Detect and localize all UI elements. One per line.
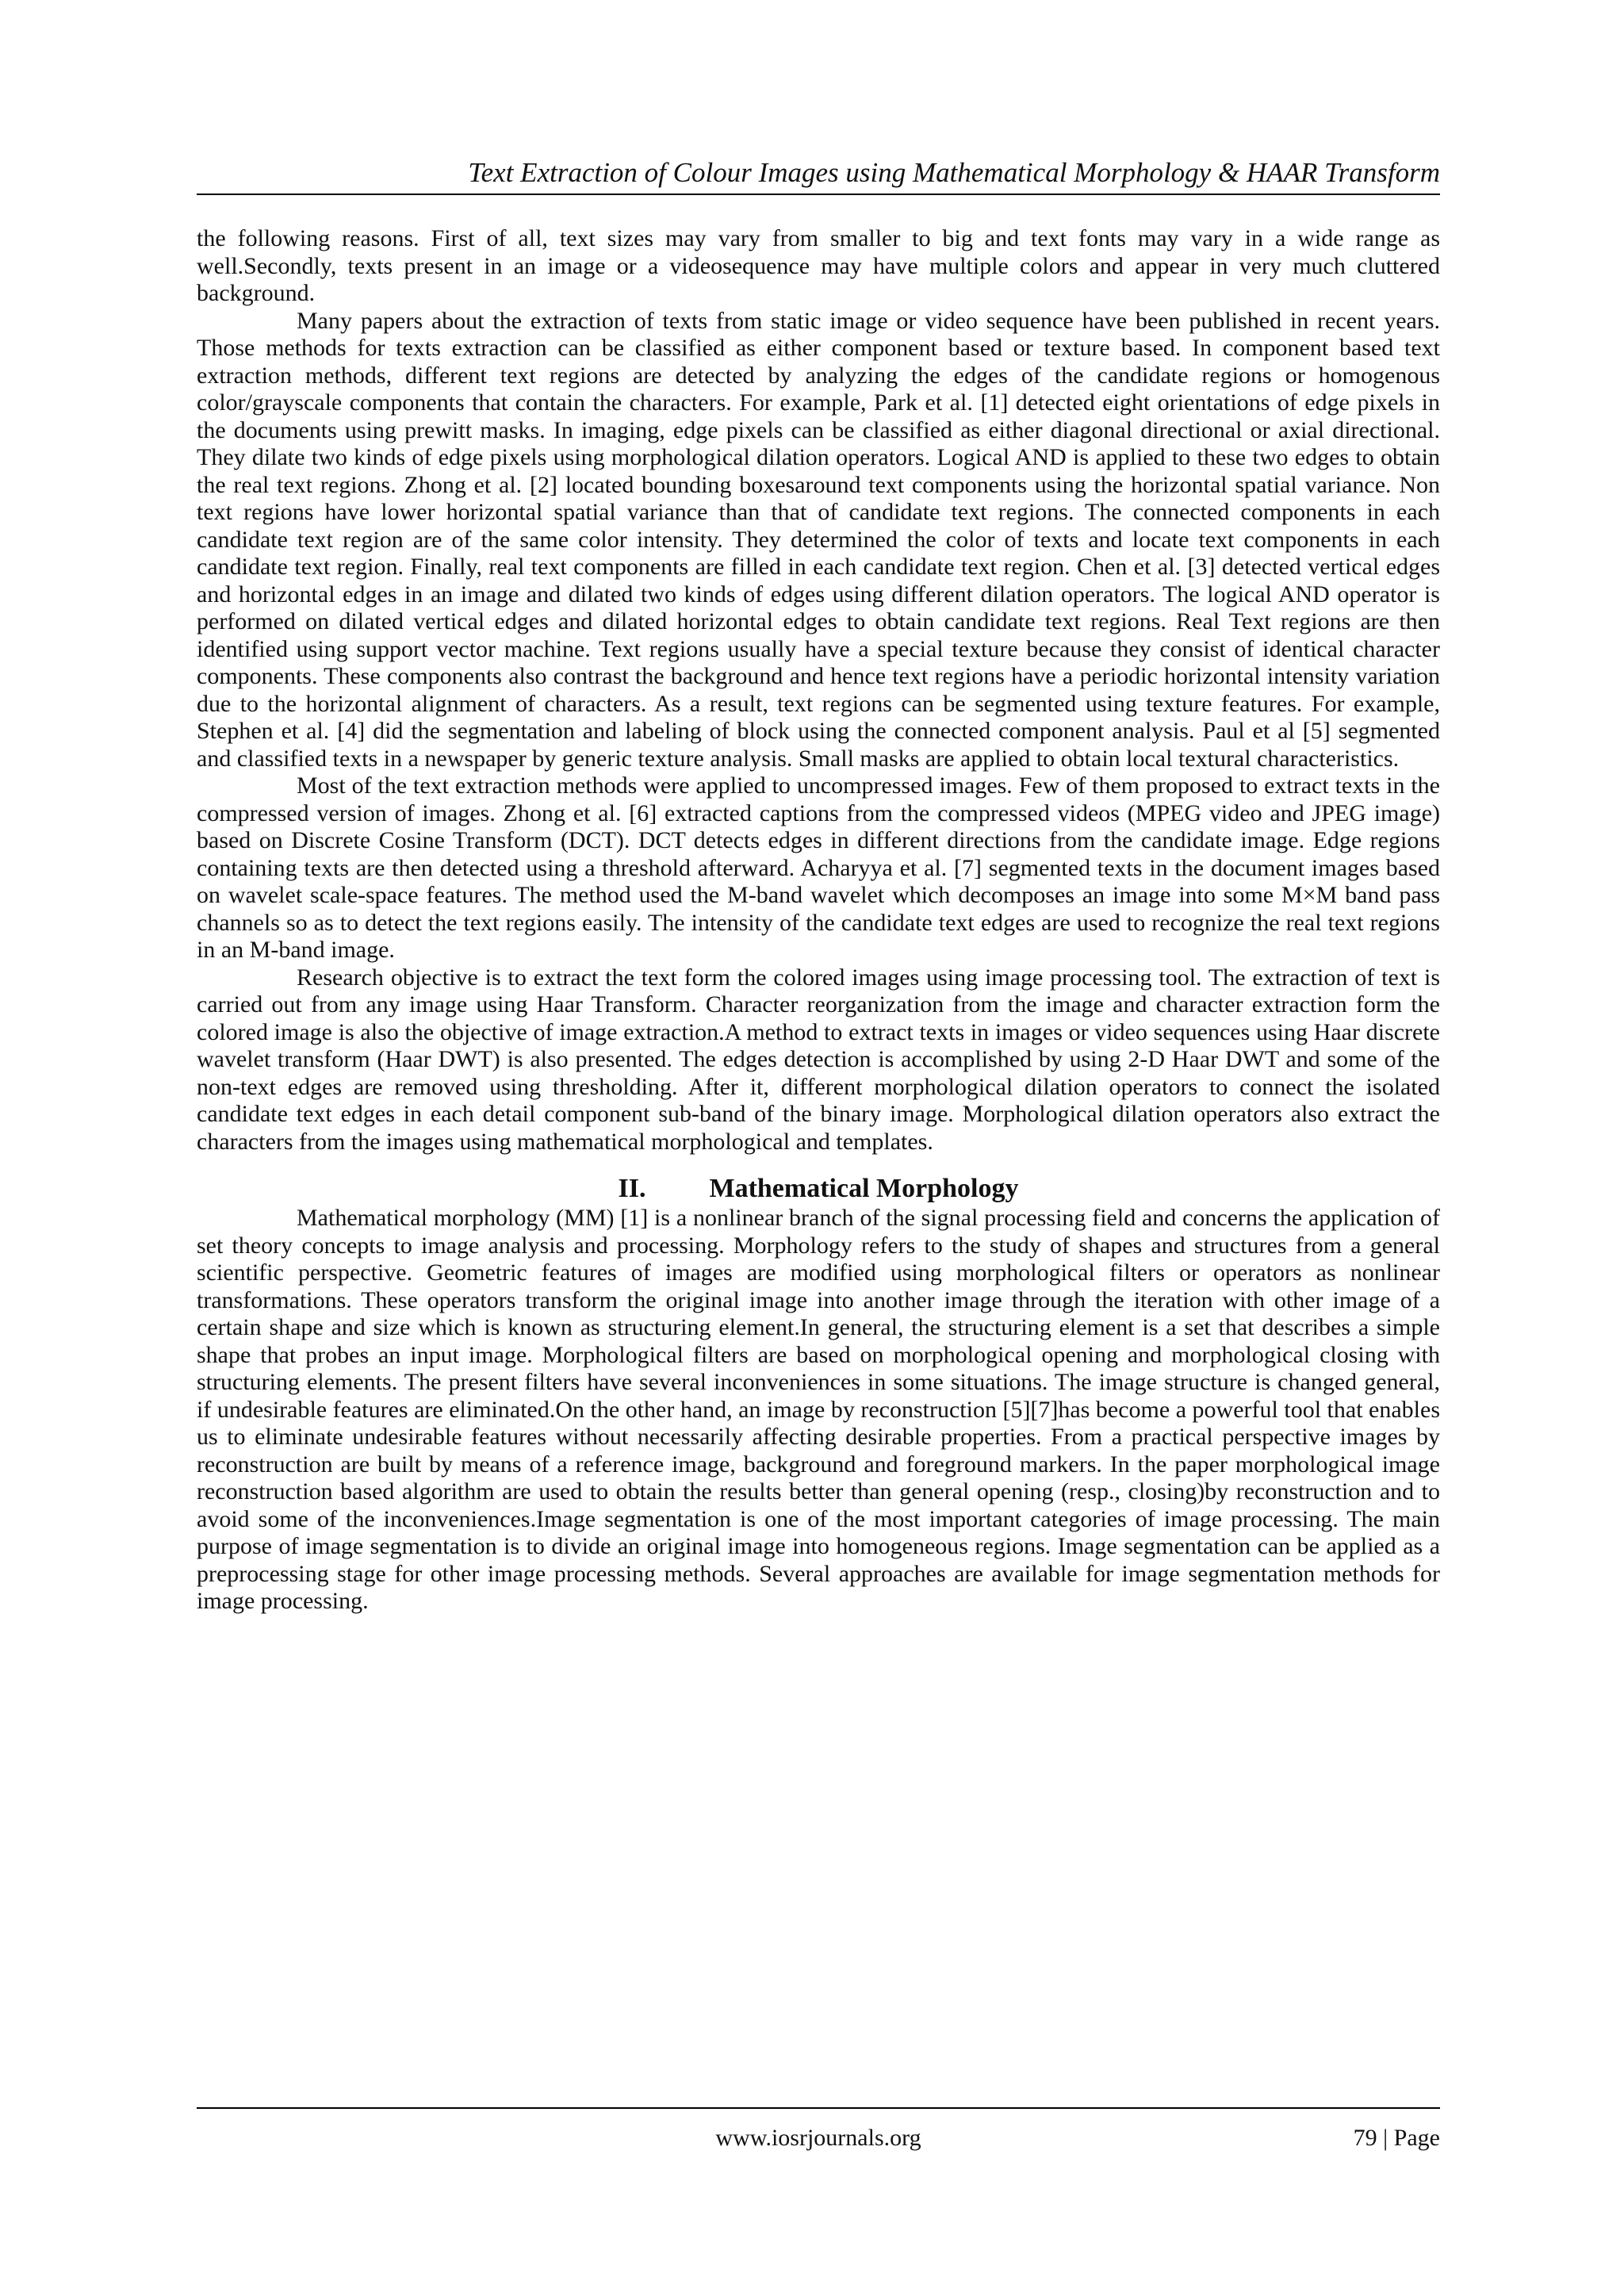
paragraph-continuation: the following reasons. First of all, text sizes may vary from smaller to big and text fonts may vary in a wide range as well.Secondly, texts present in an image or a videosequence may have multiple colors and appear in very much cluttered background. <box>197 225 1440 306</box>
article-body <box>197 225 1440 1616</box>
section-number: II. <box>618 1174 646 1203</box>
page-number: 79 | Page <box>1353 2125 1440 2151</box>
paragraph-compressed-methods: Most of the text extraction methods were applied to uncompressed images. Few of them proposed to extract texts in the compressed version of images. Zhong et al. [6] extracted captions from the compressed videos (MPEG video and JPEG image) based on Discrete Cosine Transform (DCT). DCT detects edges in different directions from the candidate image. Edge regions containing texts are then detected using a threshold afterward. Acharyya et al. [7] segmented texts in the document images based on wavelet scale-space features. The method used the M-band wavelet which decomposes an image into some M×M band pass channels so as to detect the text regions easily. The intensity of the candidate text edges are used to recognize the real text regions in an M-band image. <box>197 772 1440 963</box>
paragraph-mathematical-morphology: Mathematical morphology (MM) [1] is a nonlinear branch of the signal processing field and concerns the application of set theory concepts to image analysis and processing. Morphology refers to the study of shapes and structures from a general scientific perspective. Geometric features of images are modified using morphological filters or operators as nonlinear transformations. These operators transform the original image into another image through the iteration with other image of a certain shape and size which is known as structuring element.In general, the structuring element is a set that describes a simple shape that probes an input image. Morphological filters are based on morphological opening and morphological closing with structuring elements. The present filters have several inconveniences in some situations. The image structure is changed general, if undesirable features are eliminated.On the other hand, an image by reconstruction [5][7]has become a powerful tool that enables us to eliminate undesirable features without necessarily affecting desirable properties. From a practical perspective images by reconstruction are built by means of a reference image, background and foreground markers. In the paper morphological image reconstruction based algorithm are used to obtain the results better than general opening (resp., closing)by reconstruction and to avoid some of the inconveniences.Image segmentation is one of the most important categories of image processing. The main purpose of image segmentation is to divide an original image into homogeneous regions. Image segmentation can be applied as a preprocessing stage for other image processing methods. Several approaches are available for image segmentation methods for image processing. <box>197 1205 1440 1614</box>
paragraph-research-objective: Research objective is to extract the text form the colored images using image processing tool. The extraction of text is carried out from any image using Haar Transform. Character reorganization from the image and character extraction form the colored image is also the objective of image extraction.A method to extract texts in images or video sequences using Haar discrete wavelet transform (Haar DWT) is also presented. The edges detection is accomplished by using 2-D Haar DWT and some of the non-text edges are removed using thresholding. After it, different morphological dilation operators to connect the isolated candidate text edges in each detail component sub-band of the binary image. Morphological dilation operators also extract the characters from the images using mathematical morphological and templates. <box>197 964 1440 1155</box>
header-rule <box>197 194 1440 195</box>
paragraph-related-work: Many papers about the extraction of texts from static image or video sequence have been published in recent years. Those methods for texts extraction can be classified as either component based or texture based. In component based text extraction methods, different text regions are detected by analyzing the edges of the candidate regions or homogenous color/grayscale components that contain the characters. For example, Park et al. [1] detected eight orientations of edge pixels in the documents using prewitt masks. In imaging, edge pixels can be classified as either diagonal directional or axial directional. They dilate two kinds of edge pixels using morphological dilation operators. Logical AND is applied to these two edges to obtain the real text regions. Zhong et al. [2] located bounding boxesaround text components using the horizontal spatial variance. Non text regions have lower horizontal spatial variance than that of candidate text regions. The connected components in each candidate text region are of the same color intensity. They determined the color of texts and locate text components in each candidate text region. Finally, real text components are filled in each candidate text region. Chen et al. [3] detected vertical edges and horizontal edges in an image and dilated two kinds of edges using different dilation operators. The logical AND operator is performed on dilated vertical edges and dilated horizontal edges to obtain candidate text regions. Real Text regions are then identified using support vector machine. Text regions usually have a special texture because they consist of identical character components. These components also contrast the background and hence text regions have a periodic horizontal intensity variation due to the horizontal alignment of characters. As a result, text regions can be segmented using texture features. For example, Stephen et al. [4] did the segmentation and labeling of block using the connected component analysis. Paul et al [5] segmented and classified texts in a newspaper by generic texture analysis. Small masks are applied to obtain local textural characteristics. <box>197 307 1440 772</box>
section-heading <box>197 1173 1440 1205</box>
footer-url: www.iosrjournals.org <box>715 2125 921 2151</box>
footer-rule <box>197 2107 1440 2109</box>
running-header-title: Text Extraction of Colour Images using Mathematical Morphology & HAAR Transform <box>468 157 1440 188</box>
section-title: Mathematical Morphology <box>709 1174 1019 1203</box>
